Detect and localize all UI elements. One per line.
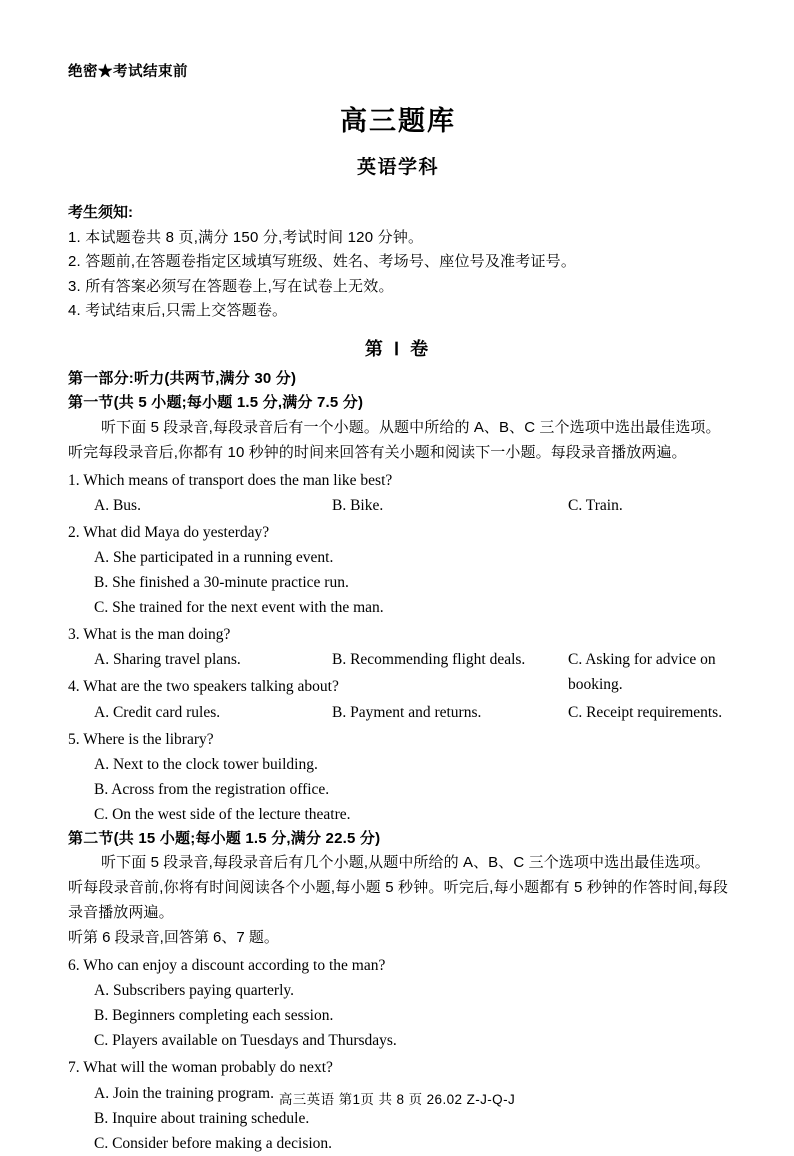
option-5-c: C. On the west side of the lecture theatre. <box>94 805 351 823</box>
listening-note-6-7: 听第 6 段录音,回答第 6、7 题。 <box>68 929 279 947</box>
question-options-1 <box>68 493 728 518</box>
section-two-direction-2: 听每段录音前,你将有时间阅读各个小题,每小题 5 秒钟。听完后,每小题都有 5 秒钟的作答时间,每段录音播放两遍。 <box>68 879 728 922</box>
question-stem-6: 6. Who can enjoy a discount according to the man? <box>68 956 386 974</box>
question-options-4 <box>68 700 728 725</box>
option-1-b: B. Bike. <box>332 496 384 514</box>
notice-item-4: 4. 考试结束后,只需上交答题卷。 <box>68 301 288 319</box>
question-stem-4: 4. What are the two speakers talking about? <box>68 678 339 696</box>
notice-item-3: 3. 所有答案必须写在答题卷上,写在试卷上无效。 <box>68 277 394 295</box>
page-subtitle: 英语学科 <box>356 157 439 178</box>
page-footer: 高三英语 第1页 共 8 页 26.02 Z-J-Q-J <box>278 1092 516 1107</box>
page-title: 高三题库 <box>340 106 456 136</box>
option-3-a: A. Sharing travel plans. <box>94 651 241 669</box>
option-4-b: B. Payment and returns. <box>332 703 482 721</box>
option-2-c: C. She trained for the next event with the man. <box>94 599 384 617</box>
notice-heading: 考生须知: <box>68 204 133 221</box>
secret-label: 绝密★考试结束前 <box>68 64 188 80</box>
question-stem-1: 1. Which means of transport does the man like best? <box>68 471 393 489</box>
option-7-a: A. Join the training program. <box>94 1084 274 1102</box>
question-stem-7: 7. What will the woman probably do next? <box>68 1059 333 1077</box>
option-6-b: B. Beginners completing each session. <box>94 1007 334 1025</box>
option-1-a: A. Bus. <box>94 496 141 514</box>
section-two-direction-1: 听下面 5 段录音,每段录音后有几个小题,从题中所给的 A、B、C 三个选项中选出最佳选项。 <box>101 854 710 872</box>
option-6-c: C. Players available on Tuesdays and Thursdays. <box>94 1032 397 1050</box>
question-stem-3: 3. What is the man doing? <box>68 626 231 644</box>
page-content <box>68 60 728 1156</box>
section-one-title: 第一节(共 5 小题;每小题 1.5 分,满分 7.5 分) <box>68 394 364 412</box>
section-two-title: 第二节(共 15 小题;每小题 1.5 分,满分 22.5 分) <box>68 830 381 848</box>
option-1-c: C. Train. <box>568 496 623 514</box>
part-one-title: 第一部分:听力(共两节,满分 30 分) <box>68 370 297 388</box>
paper-part-label: 第 Ⅰ 卷 <box>364 339 432 360</box>
option-2-a: A. She participated in a running event. <box>94 548 334 566</box>
option-3-b: B. Recommending flight deals. <box>332 651 526 669</box>
option-4-c: C. Receipt requirements. <box>568 703 723 721</box>
question-stem-5: 5. Where is the library? <box>68 730 214 748</box>
section-one-direction-2: 听完每段录音后,你都有 10 秒钟的时间来回答有关小题和阅读下一小题。每段录音播放两遍。 <box>68 443 687 461</box>
option-5-b: B. Across from the registration office. <box>94 780 330 798</box>
notice-item-1: 1. 本试题卷共 8 页,满分 150 分,考试时间 120 分钟。 <box>68 229 424 246</box>
option-7-b: B. Inquire about training schedule. <box>94 1109 310 1127</box>
option-3-c: C. Asking for advice on booking. <box>568 651 716 694</box>
section-one-direction-1: 听下面 5 段录音,每段录音后有一个小题。从题中所给的 A、B、C 三个选项中选出最佳选项。 <box>101 418 721 436</box>
option-7-c: C. Consider before making a decision. <box>94 1134 333 1152</box>
option-4-a: A. Credit card rules. <box>94 703 221 721</box>
question-stem-2: 2. What did Maya do yesterday? <box>68 523 270 541</box>
option-5-a: A. Next to the clock tower building. <box>94 755 318 773</box>
option-6-a: A. Subscribers paying quarterly. <box>94 982 295 1000</box>
option-2-b: B. She finished a 30-minute practice run. <box>94 574 349 591</box>
notice-item-2: 2. 答题前,在答题卷指定区域填写班级、姓名、考场号、座位号及准考证号。 <box>68 253 577 271</box>
